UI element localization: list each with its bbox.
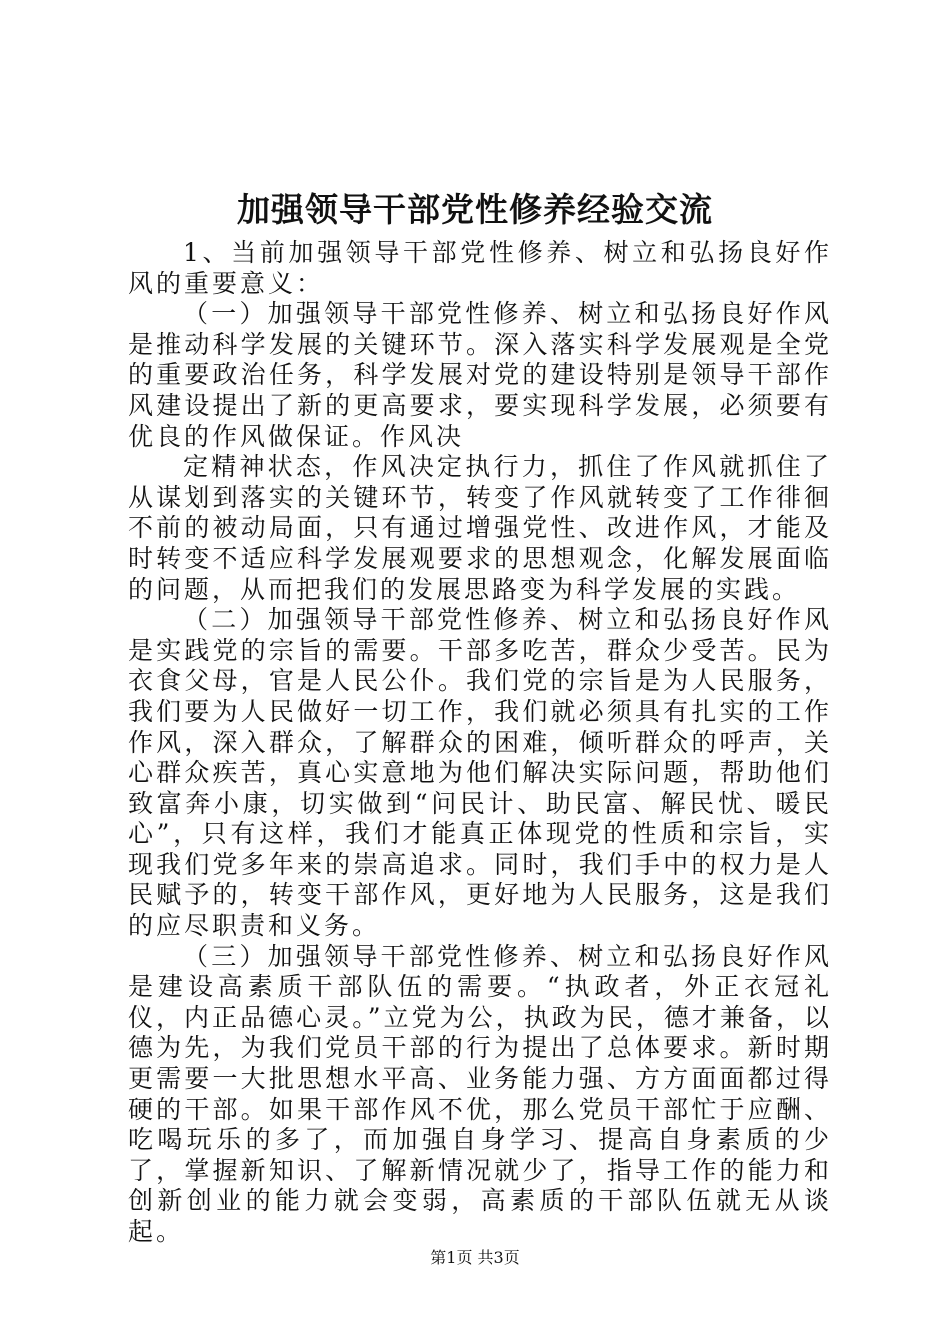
paragraph-section-3: （三）加强领导干部党性修养、树立和弘扬良好作风是建设高素质干部队伍的需要。“执政者，外正衣冠礼仪，内正品德心灵。”立党为公，执政为民，德才兼备，以德为先，为我们党员干部的行为提出了总体要求。新时期更需要一大批思想水平高、业务能力强、方方面面都过得硬的干部。如果干部作风不优，那么党员干部忙于应酬、吃喝玩乐的多了，而加强自身学习、提高自身素质的少了，掌握新知识、了解新情况就少了，指导工作的能力和创新创业的能力就会变弱，高素质的干部队伍就无从谈起。 — [128, 941, 832, 1246]
page-number-footer: 第1页 共3页 — [430, 1248, 520, 1267]
paragraph-section-2: （二）加强领导干部党性修养、树立和弘扬良好作风是实践党的宗旨的需要。干部多吃苦，群众少受苦。民为衣食父母，官是人民公仆。我们党的宗旨是为人民服务，我们要为人民做好一切工作，我们就必须具有扎实的工作作风，深入群众，了解群众的困难，倾听群众的呼声，关心群众疾苦，真心实意地为他们解决实际问题，帮助他们致富奔小康，切实做到“问民计、助民富、解民忧、暖民心”，只有这样，我们才能真正体现党的性质和宗旨，实现我们党多年来的崇高追求。同时，我们手中的权力是人民赋予的，转变干部作风，更好地为人民服务，这是我们的应尽职责和义务。 — [128, 605, 832, 941]
paragraph-section-1: （一）加强领导干部党性修养、树立和弘扬良好作风是推动科学发展的关键环节。深入落实科学发展观是全党的重要政治任务，科学发展对党的建设特别是领导干部作风建设提出了新的更高要求，要实现科学发展，必须要有优良的作风做保证。作风决 — [128, 299, 832, 451]
document-body — [128, 238, 832, 1248]
document-title: 加强领导干部党性修养经验交流 — [237, 190, 713, 229]
paragraph-intro: 1、当前加强领导干部党性修养、树立和弘扬良好作风的重要意义： — [128, 238, 832, 298]
paragraph-section-1-continued: 定精神状态，作风决定执行力，抓住了作风就抓住了从谋划到落实的关键环节，转变了作风就转变了工作徘徊不前的被动局面，只有通过增强党性、改进作风，才能及时转变不适应科学发展观要求的思想观念，化解发展面临的问题，从而把我们的发展思路变为科学发展的实践。 — [128, 452, 832, 604]
